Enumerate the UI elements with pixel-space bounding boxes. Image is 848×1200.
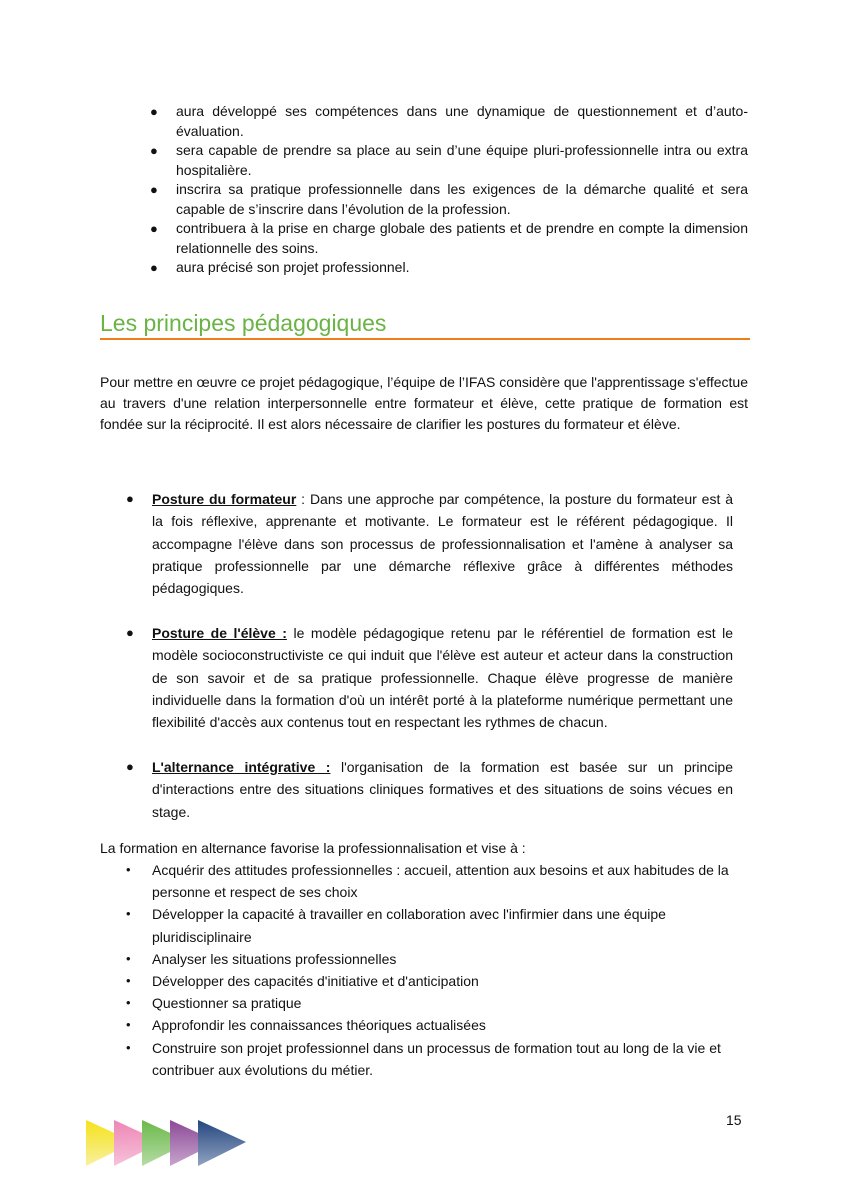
bullet-icon: •	[126, 862, 131, 877]
bullet-icon: ●	[126, 491, 134, 506]
bullet-icon: ●	[150, 260, 158, 275]
list-item: ● inscrira sa pratique professionnelle dans les exigences de la démarche qualité et sera capable de s’inscrire dans l’évolution de la profession.	[150, 181, 748, 217]
bullet-icon: ●	[150, 182, 158, 197]
bullet-icon: •	[126, 906, 131, 922]
section-heading	[100, 308, 750, 340]
intro-paragraph: Pour mettre en œuvre ce projet pédagogique, l’équipe de l’IFAS considère que l'apprentissage s'effectue au travers d'une relation interpersonnelle entre formateur et élève, cette pratique de formation est fondée sur la réciprocité. Il est alors nécessaire de clarifier les postures du formateur et élève.	[100, 374, 748, 432]
posture-title: L'alternance intégrative :	[152, 758, 331, 775]
posture-title: Posture de l'élève :	[152, 624, 287, 641]
bullet-icon: •	[126, 1017, 131, 1033]
objectives-list	[150, 102, 748, 278]
bullet-icon: ●	[126, 758, 134, 774]
bullet-icon: ●	[126, 624, 134, 640]
bullet-icon: •	[126, 950, 131, 966]
list-item: • Construire son projet professionnel dans un processus de formation tout au long de la vie et contribuer aux évolutions du métier.	[126, 1037, 731, 1081]
bullet-icon: ●	[150, 104, 158, 119]
list-item: ● aura précisé son projet professionnel.	[150, 258, 748, 278]
postures-list	[126, 488, 733, 823]
bullet-icon: •	[126, 973, 131, 989]
alternance-intro: La formation en alternance favorise la professionnalisation et vise à :	[100, 840, 526, 856]
list-item: • Approfondir les connaissances théoriques actualisées	[126, 1014, 731, 1036]
logo-triangle-blue	[198, 1120, 246, 1166]
list-item: • Développer la capacité à travailler en collaboration avec l'infirmier dans une équipe pluridisciplinaire	[126, 903, 731, 947]
alternance-list	[126, 859, 731, 1081]
ifas-logo	[84, 1118, 248, 1168]
alternance-item: ● L'alternance intégrative : l'organisation de la formation est basée sur un principe d'interactions entre des situations cliniques formatives et des situations de soins vécues en stage.	[126, 756, 733, 823]
list-item: • Analyser les situations professionnelles	[126, 948, 731, 970]
posture-formateur-item: ● Posture du formateur : Dans une approche par compétence, la posture du formateur est à la fois réflexive, apprenante et motivante. Le formateur est le référent pédagogique. Il accompagne l'élève dans son processus de professionnalisation et l'amène à analyser sa pratique professionnelle par une démarche réflexive grâce à différentes méthodes pédagogiques.	[126, 488, 733, 599]
bullet-icon: ●	[150, 143, 158, 158]
list-item: ● aura développé ses compétences dans une dynamique de questionnement et d’auto-évaluation.	[150, 103, 748, 139]
list-item: • Acquérir des attitudes professionnelles : accueil, attention aux besoins et aux habitudes de la personne et respect de ses choix	[126, 859, 731, 903]
list-item: • Développer des capacités d'initiative et d'anticipation	[126, 970, 731, 992]
bullet-icon: •	[126, 1039, 131, 1055]
posture-eleve-item: ● Posture de l'élève : le modèle pédagogique retenu par le référentiel de formation est le modèle socioconstructiviste ce qui induit que l'élève est auteur et acteur dans la construction de son savoir et de sa pratique professionnelle. Chaque élève progresse de manière individuelle dans la formation d'où un intérêt porté à la plateforme numérique permettant une flexibilité d'accès aux contenus tout en respectant les rythmes de chacun.	[126, 622, 733, 733]
bullet-icon: •	[126, 995, 131, 1011]
bullet-icon: ●	[150, 221, 158, 236]
list-item: ● sera capable de prendre sa place au sein d’une équipe pluri-professionnelle intra ou extra hospitalière.	[150, 142, 748, 178]
list-item: ● contribuera à la prise en charge globale des patients et de prendre en compte la dimension relationnelle des soins.	[150, 220, 748, 256]
section-title: Les principes pédagogiques	[100, 310, 387, 336]
posture-title: Posture du formateur	[152, 491, 297, 507]
page-number: 15	[726, 1112, 742, 1128]
list-item: • Questionner sa pratique	[126, 992, 731, 1014]
